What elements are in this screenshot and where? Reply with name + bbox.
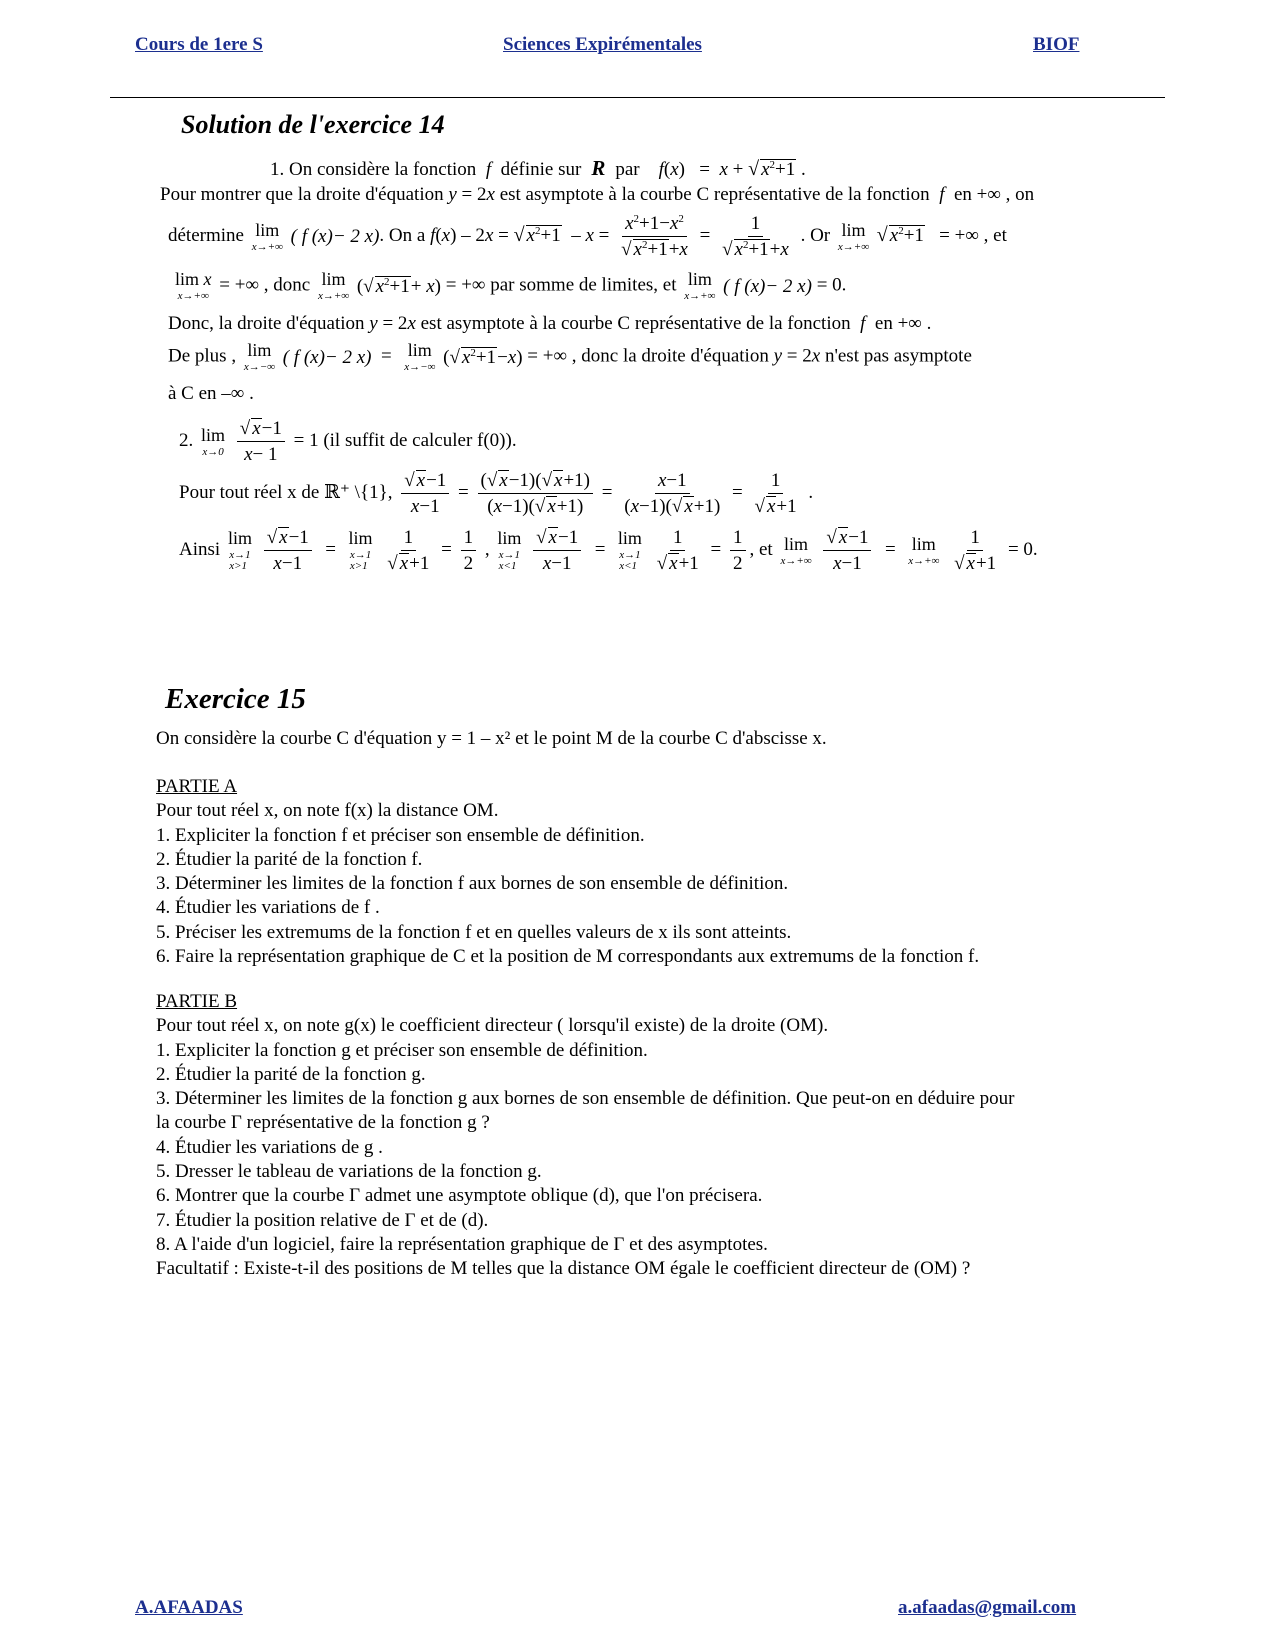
solution-line-6: De plus , lim x→−∞ ( f (x)− 2 x) = lim x→−∞ (√ $x^2+1-x$) = +∞ , donc la droite d'équation y = 2x n'est pas asymptote <box>168 340 972 373</box>
part-a-line: 3. Déterminer les limites de la fonction f aux bornes de son ensemble de définition. <box>156 873 789 895</box>
part-b-line: Pour tout réel x, on note g(x) le coefficient directeur ( lorsqu'il existe) de la droite (OM). <box>156 1015 829 1037</box>
part-b-line: la courbe Γ représentative de la fonction g ? <box>156 1112 490 1134</box>
solution-title: Solution de l'exercice 14 <box>181 110 445 139</box>
footer-author[interactable]: A.AFAADAS <box>135 1597 243 1618</box>
part-b-line: 3. Déterminer les limites de la fonction g aux bornes de son ensemble de définition. Que peut-on en déduire pour <box>156 1088 1015 1110</box>
footer-email-link[interactable]: a.afaadas@gmail.com <box>898 1597 1077 1618</box>
solution-q2-simplify: Pour tout réel x de ℝ⁺ \{1}, $\frac{√ x-1}{x-1}$ = $\frac{(√ x-1)(√ x+1)}{(x-1)(√ x+1)}$ = $\frac{x-1}{(x-1)(√ x+1)}$ = $\frac{1}{√ x+1}$ . <box>179 470 814 517</box>
part-b-line: 2. Étudier la parité de la fonction g. <box>156 1063 426 1085</box>
part-a-line: 4. Étudier les variations de f . <box>156 897 380 919</box>
part-a-line: 5. Préciser les extremums de la fonction f et en quelles valeurs de x ils sont atteints. <box>156 921 792 943</box>
exercise-title: Exercice 15 <box>165 683 306 715</box>
solution-line-5: Donc, la droite d'équation y = 2x est asymptote à la courbe C représentative de la fonction f en +∞ . <box>168 313 932 334</box>
part-b <box>156 990 1014 1282</box>
part-a-line: 6. Faire la représentation graphique de C et la position de M correspondants aux extremums de la fonction f. <box>156 946 980 968</box>
header-divider <box>110 97 1165 98</box>
part-b-line: 6. Montrer que la courbe Γ admet une asymptote oblique (d), que l'on précisera. <box>156 1185 763 1207</box>
header-subject[interactable]: Sciences Expirémentales <box>503 34 702 55</box>
solution-q2: 2. lim x→0 $\frac{√ x-1}{x- 1}$ = 1 (il suffit de calculer f(0)). <box>179 418 517 465</box>
solution-line-1: 1. On considère la fonction f définie sur R par f(x) = x + √ $x^2+1$ . <box>270 156 806 180</box>
part-b-line: 8. A l'aide d'un logiciel, faire la représentation graphique de Γ et des asymptotes. <box>156 1233 768 1255</box>
part-b-heading: PARTIE B <box>156 991 238 1012</box>
solution-line-2: Pour montrer que la droite d'équation y = 2x est asymptote à la courbe C représentative de la fonction f en +∞ , on <box>160 184 1035 205</box>
part-b-line: 7. Étudier la position relative de Γ et de (d). <box>156 1209 489 1231</box>
exercise-intro: On considère la courbe C d'équation y = 1 – x² et le point M de la courbe C d'abscisse x. <box>156 728 827 749</box>
part-a-line: 2. Étudier la parité de la fonction f. <box>156 848 423 870</box>
part-a <box>156 775 979 969</box>
solution-line-3: détermine lim x→+∞ ( f (x)− 2 x). On a f(x) – 2x = √ $x^2+1 - x$ = $\frac{x^2+1-x^2}{√ x^2+1+x}$ = $\frac{1}{√ x^2+1+x}$ . Or lim x→+∞ √ $x^2+1$ = +∞ , et <box>168 213 1007 260</box>
part-a-heading: PARTIE A <box>156 776 238 797</box>
part-a-line: Pour tout réel x, on note f(x) la distance OM. <box>156 800 499 822</box>
part-b-line: 5. Dresser le tableau de variations de la fonction g. <box>156 1161 542 1183</box>
solution-line-7: à C en –∞ . <box>168 383 254 404</box>
header-track[interactable]: BIOF <box>1033 34 1080 55</box>
part-b-line: 4. Étudier les variations de g . <box>156 1136 383 1158</box>
part-b-line: Facultatif : Existe-t-il des positions de M telles que la distance OM égale le coefficient directeur de (OM) ? <box>156 1258 971 1280</box>
part-a-line: 1. Expliciter la fonction f et préciser son ensemble de définition. <box>156 824 645 846</box>
header-course[interactable]: Cours de 1ere S <box>135 34 263 55</box>
solution-ainsi: Ainsi lim x→1 x>1 $\frac{√ x-1}{x-1}$ = lim x→1 x>1 $\frac{1}{√ x+1}$ = $\frac{1}{2}$ , lim x→1 x<1 $\frac{√ x-1}{x-1}$ = lim x→1 x<1 $\frac{1}{√ x+1}$ = $\frac{1}{2}$ , et lim x→+∞ $\frac{√ x-1}{x-1}$ = lim x→+∞ $\frac{1}{√ x+1}$ = 0. <box>179 527 1038 574</box>
part-b-line: 1. Expliciter la fonction g et préciser son ensemble de définition. <box>156 1039 648 1061</box>
solution-line-4: lim x x→+∞ = +∞ , donc lim x→+∞ (√ $x^2+1+ x$) = +∞ par somme de limites, et lim x→+∞ ( f (x)− 2 x) = 0. <box>175 269 847 302</box>
